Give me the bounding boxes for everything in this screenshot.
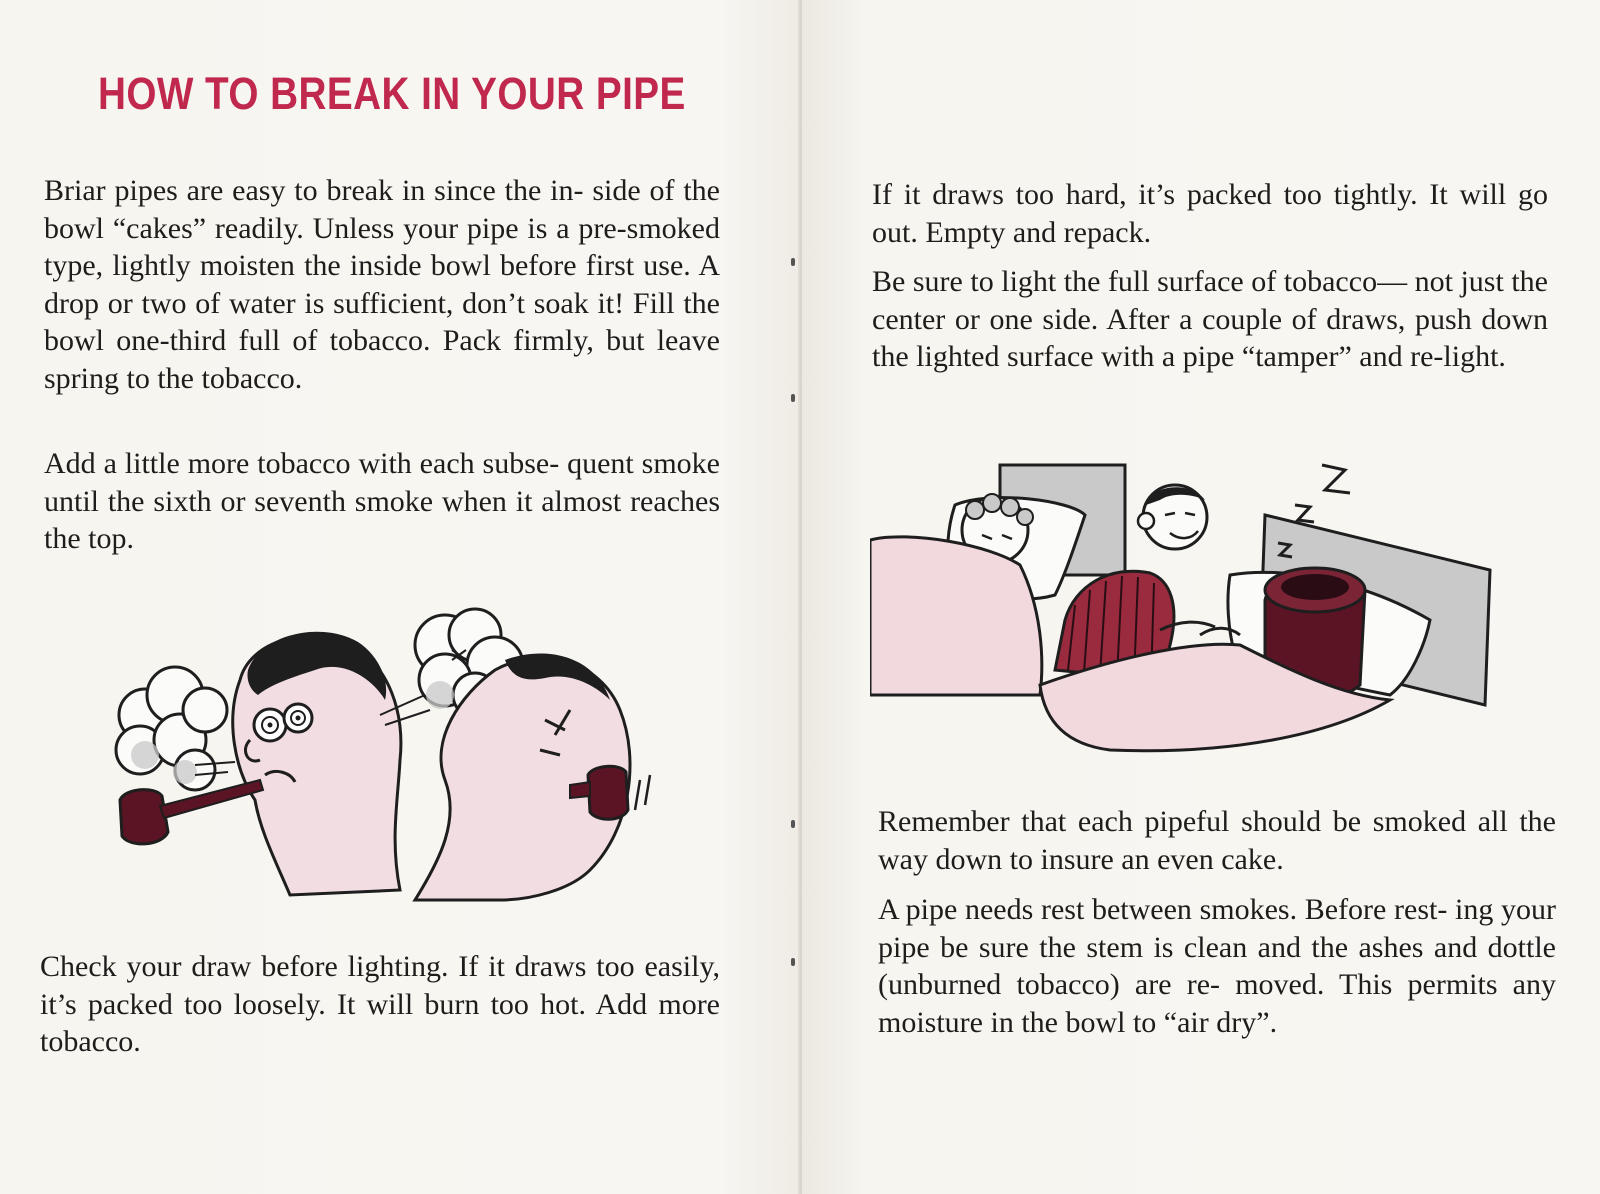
binding-mark	[791, 820, 795, 828]
paragraph-add-tobacco: Add a little more tobacco with each subse- quent smoke until the sixth or seventh smoke when it almost reaches the top.	[44, 447, 720, 555]
paragraph-light-surface: Be sure to light the full surface of tobacco— not just the center or one side. After a couple of draws, push down the lighted surface with a pipe “tamper” and re-light.	[872, 265, 1548, 373]
binding-mark	[791, 958, 795, 966]
page-title: HOW TO BREAK IN YOUR PIPE	[98, 68, 686, 119]
paragraph-briar-pipes: Briar pipes are easy to break in since the in- side of the bowl “cakes” readily. Unless your pipe is a pre-smoked type, lightly moisten the inside bowl before first use. A drop or two of water is sufficient, don’t soak it! Fill the bowl one-third full of tobacco. Pack firmly, but leave spring to the tobacco.	[44, 174, 720, 395]
illustration-puffing-faces	[100, 600, 680, 920]
binding-mark	[791, 394, 795, 402]
paragraph-pipe-rest: A pipe needs rest between smokes. Before rest- ing your pipe be sure the stem is clean and the ashes and dottle (unburned tobacco) are re- moved. This permits any moisture in the bowl to “air dry”.	[878, 893, 1556, 1039]
binding-mark	[791, 258, 795, 266]
illustration-pipe-in-bed	[870, 455, 1530, 760]
paragraph-draws-too-hard: If it draws too hard, it’s packed too tightly. It will go out. Empty and repack.	[872, 178, 1548, 249]
paragraph-remember: Remember that each pipeful should be smoked all the way down to insure an even cake.	[878, 805, 1556, 876]
paragraph-check-draw: Check your draw before lighting. If it draws too easily, it’s packed too loosely. It will burn too hot. Add more tobacco.	[40, 950, 720, 1058]
